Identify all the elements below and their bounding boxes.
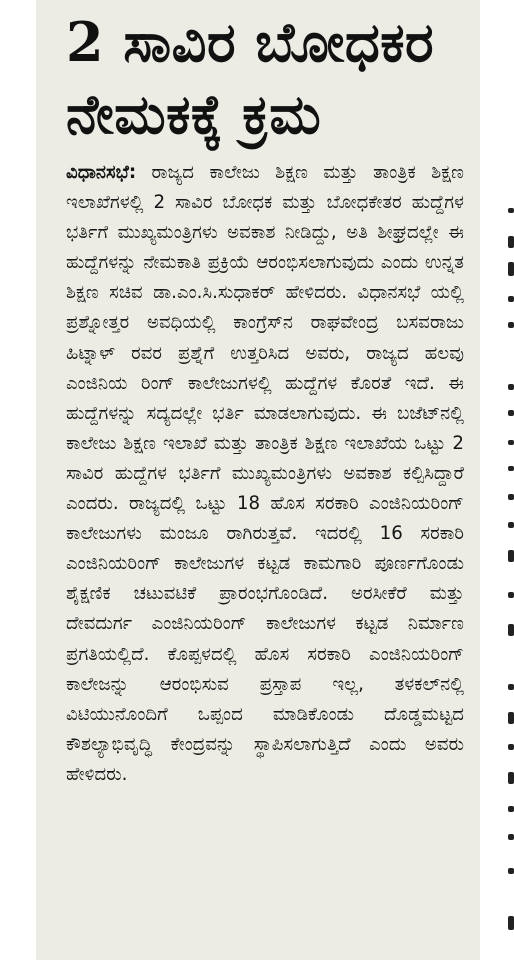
- adjacent-text-fragment: [508, 744, 514, 750]
- adjacent-text-fragment: [508, 592, 514, 598]
- adjacent-text-fragment: [508, 410, 514, 416]
- adjacent-text-fragment: [508, 322, 514, 328]
- article-body: [66, 158, 464, 790]
- adjacent-text-fragment: [508, 684, 514, 690]
- headline-line-1: 2 ಸಾವಿರ ಬೋಧಕರ: [66, 10, 435, 74]
- adjacent-text-fragment: [508, 806, 514, 812]
- adjacent-text-fragment: [508, 522, 514, 528]
- adjacent-text-fragment: [508, 916, 514, 930]
- adjacent-text-fragment: [508, 868, 514, 874]
- article-dateline: ವಿಧಾನಸಭೆ:: [66, 162, 137, 183]
- adjacent-text-fragment: [508, 262, 514, 276]
- adjacent-text-fragment: [508, 772, 514, 784]
- article-text: ರಾಜ್ಯದ ಕಾಲೇಜು ಶಿಕ್ಷಣ ಮತ್ತು ತಾಂತ್ರಿಕ ಶಿಕ್ಷಣ ಇಲಾಖೆಗಳಲ್ಲಿ 2 ಸಾವಿರ ಬೋಧಕ ಮತ್ತು ಬೋಧಕೇತರ ಹುದ್ದೆಗಳ ಭರ್ತಿಗೆ ಮುಖ್ಯಮಂತ್ರಿಗಳು ಅವಕಾಶ ನೀಡಿದ್ದು, ಅತಿ ಶೀಘ್ರದಲ್ಲೇ ಈ ಹುದ್ದೆಗಳನ್ನು ನೇಮಕಾತಿ ಪ್ರಕ್ರಿಯೆ ಆರಂಭಿಸಲಾಗುವುದು ಎಂದು ಉನ್ನತ ಶಿಕ್ಷಣ ಸಚಿವ ಡಾ.ಎಂ.ಸಿ.ಸುಧಾಕರ್ ಹೇಳಿದರು. ವಿಧಾನಸಭೆ ಯಲ್ಲಿ ಪ್ರಶ್ನೋತ್ತರ ಅವಧಿಯಲ್ಲಿ ಕಾಂಗ್ರೆಸ್‌ನ ರಾಘವೇಂದ್ರ ಬಸವರಾಜು ಹಿಟ್ನಾಳ್ ರವರ ಪ್ರಶ್ನೆಗೆ ಉತ್ತರಿಸಿದ ಅವರು, ರಾಜ್ಯದ ಹಲವು ಎಂಜಿನಿಯ ರಿಂಗ್ ಕಾಲೇಜುಗಳಲ್ಲಿ ಹುದ್ದೆಗಳ ಕೊರತೆ ಇದೆ. ಈ ಹುದ್ದೆಗಳನ್ನು ಸದ್ಯದಲ್ಲೇ ಭರ್ತಿ ಮಾಡಲಾಗುವುದು. ಈ ಬಜೆಟ್‌ನಲ್ಲಿ ಕಾಲೇಜು ಶಿಕ್ಷಣ ಇಲಾಖೆ ಮತ್ತು ತಾಂತ್ರಿಕ ಶಿಕ್ಷಣ ಇಲಾಖೆಯ ಒಟ್ಟು 2 ಸಾವಿರ ಹುದ್ದೆಗಳ ಭರ್ತಿಗೆ ಮುಖ್ಯಮಂತ್ರಿಗಳು ಅವಕಾಶ ಕಲ್ಪಿಸಿದ್ದಾರೆ ಎಂದರು. ರಾಜ್ಯದಲ್ಲಿ ಒಟ್ಟು 18 ಹೊಸ ಸರಕಾರಿ ಎಂಜಿನಿಯರಿಂಗ್ ಕಾಲೇಜುಗಳು ಮಂಜೂ ರಾಗಿರುತ್ತವೆ. ಇದರಲ್ಲಿ 16 ಸರಕಾರಿ ಎಂಜಿನಿಯರಿಂಗ್ ಕಾಲೇಜುಗಳ ಕಟ್ಟಡ ಕಾಮಗಾರಿ ಪೂರ್ಣಗೊಂಡು ಶೈಕ್ಷಣಿಕ ಚಟುವಟಿಕೆ ಪ್ರಾರಂಭಗೊಂಡಿದೆ. ಅರಸೀಕೆರೆ ಮತ್ತು ದೇವದುರ್ಗ ಎಂಜಿನಿಯರಿಂಗ್ ಕಾಲೇಜುಗಳ ಕಟ್ಟಡ ನಿರ್ಮಾಣ ಪ್ರಗತಿಯಲ್ಲಿದೆ. ಕೊಪ್ಪಳದಲ್ಲಿ ಹೊಸ ಸರಕಾರಿ ಎಂಜಿನಿಯರಿಂಗ್ ಕಾಲೇಜನ್ನು ಆರಂಭಿಸುವ ಪ್ರಸ್ತಾಪ ಇಲ್ಲ, ತಳಕಲ್‌ನಲ್ಲಿ ವಿಟಿಯುನೊಂದಿಗೆ ಒಪ್ಪಂದ ಮಾಡಿಕೊಂಡು ದೊಡ್ಡಮಟ್ಟದ ಕೌಶಲ್ಯಾಭಿವೃದ್ಧಿ ಕೇಂದ್ರವನ್ನು ಸ್ಥಾಪಿಸಲಾಗುತ್ತಿದೆ ಎಂದು ಅವರು ಹೇಳಿದರು.: [66, 162, 464, 785]
- article-headline: [66, 6, 464, 150]
- headline-line-2: ನೇಮಕಕ್ಕೆ ಕ್ರಮ: [66, 82, 322, 146]
- adjacent-text-fragment: [508, 834, 514, 840]
- adjacent-column-edge: [480, 0, 514, 960]
- left-page-margin: [0, 0, 36, 960]
- adjacent-text-fragment: [508, 550, 514, 562]
- adjacent-text-fragment: [508, 494, 514, 500]
- adjacent-text-fragment: [508, 624, 514, 636]
- news-article: [36, 0, 480, 960]
- adjacent-text-fragment: [508, 440, 514, 445]
- adjacent-text-fragment: [508, 466, 514, 471]
- adjacent-text-fragment: [508, 296, 514, 302]
- adjacent-text-fragment: [508, 236, 514, 248]
- adjacent-text-fragment: [508, 208, 514, 213]
- adjacent-text-fragment: [508, 384, 514, 390]
- adjacent-text-fragment: [508, 712, 514, 724]
